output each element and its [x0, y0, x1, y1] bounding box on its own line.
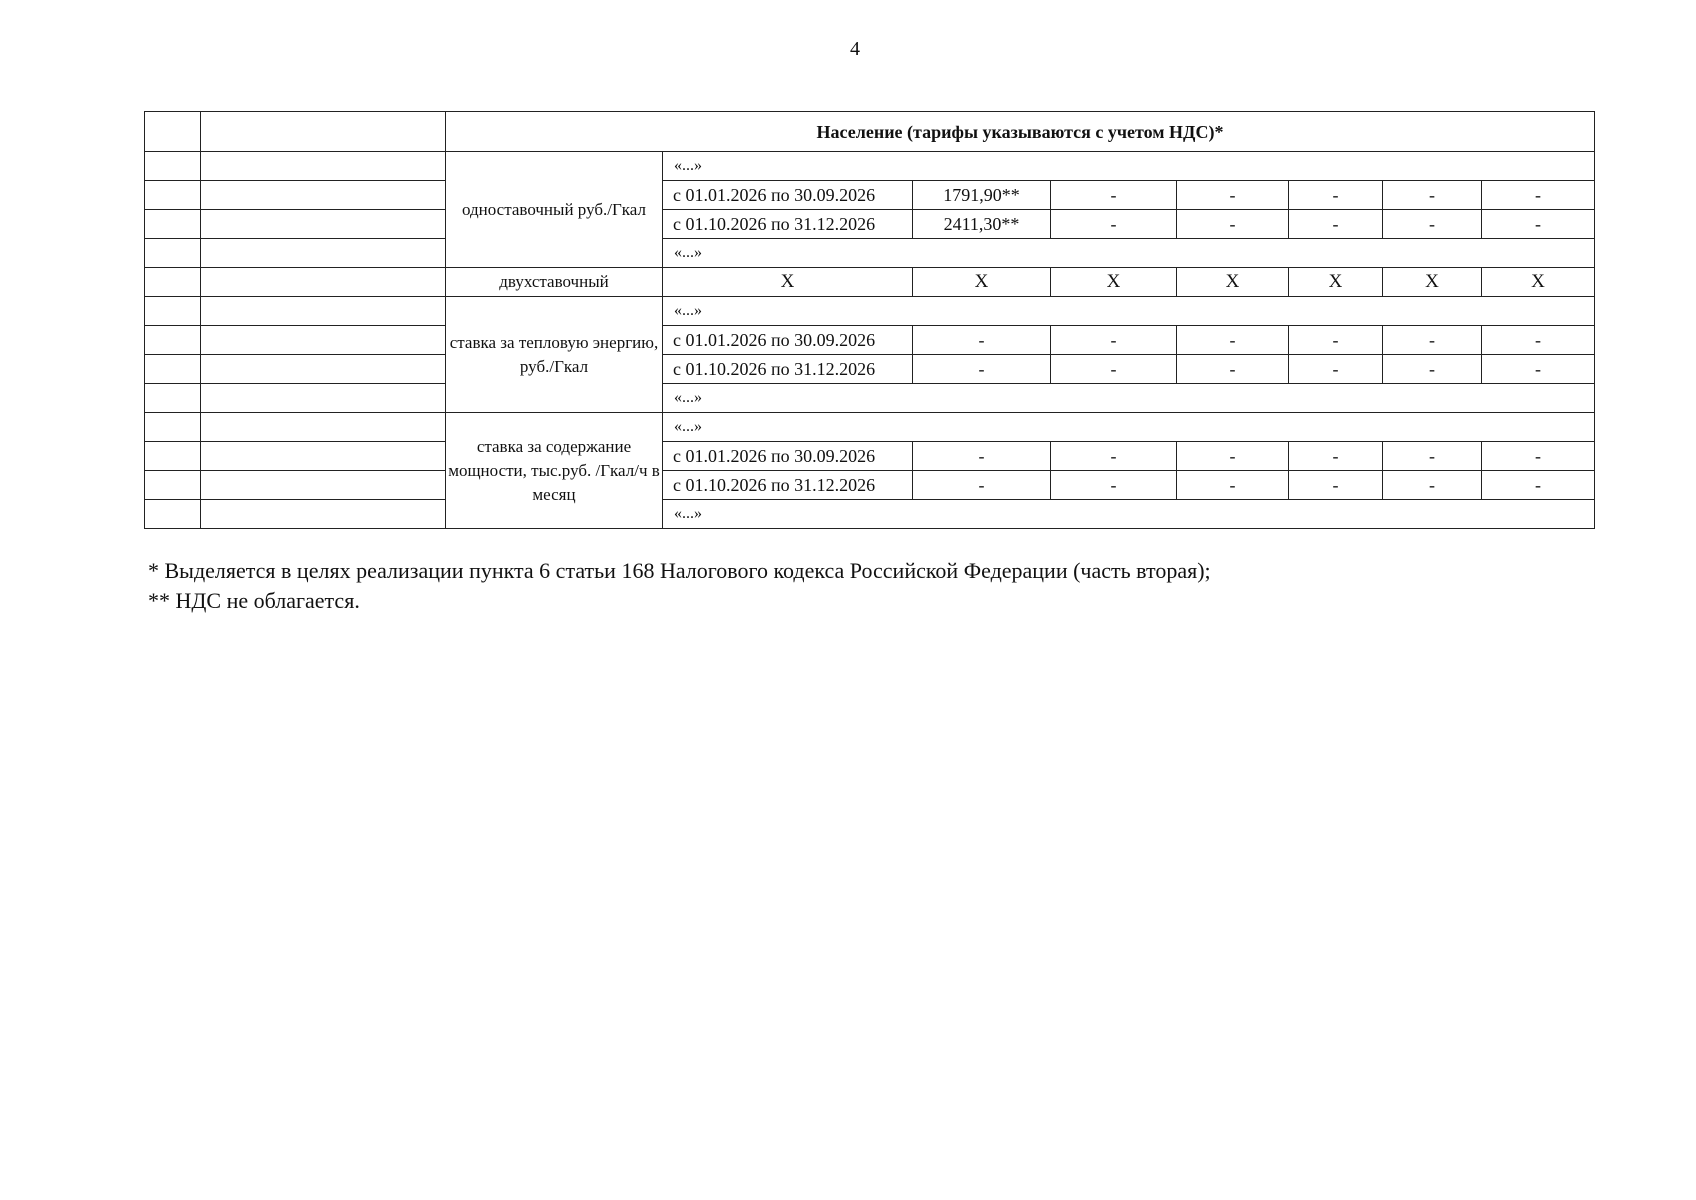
dash-cell: -	[1051, 326, 1177, 355]
table-cell	[145, 152, 201, 181]
table-cell	[145, 181, 201, 210]
table-row	[145, 112, 1595, 152]
page-number: 4	[850, 38, 860, 60]
table-cell	[201, 268, 446, 297]
dash-cell: -	[1482, 210, 1595, 239]
dash-cell: -	[1177, 355, 1289, 384]
dash-cell: -	[1383, 442, 1482, 471]
dash-cell: -	[913, 326, 1051, 355]
table-cell	[145, 384, 201, 413]
dash-cell: -	[913, 442, 1051, 471]
x-cell: Х	[913, 268, 1051, 297]
table-cell	[145, 326, 201, 355]
table-cell	[145, 268, 201, 297]
table-cell	[201, 500, 446, 529]
table-cell	[145, 413, 201, 442]
table-cell	[145, 210, 201, 239]
table-row	[145, 384, 1595, 413]
heat-rate-label: ставка за тепловую энергию, руб./Гкал	[446, 297, 663, 413]
footnote-vat-allocated: * Выделяется в целях реализации пункта 6 статьи 168 Налогового кодекса Российской Федерации (часть вторая);	[148, 558, 1211, 583]
x-cell: Х	[1051, 268, 1177, 297]
period-cell: с 01.01.2026 по 30.09.2026	[663, 326, 913, 355]
dash-cell: -	[1289, 355, 1383, 384]
table-row	[145, 152, 1595, 181]
period-cell: с 01.10.2026 по 31.12.2026	[663, 355, 913, 384]
ellipsis-cell: «...»	[663, 239, 1595, 268]
dash-cell: -	[1051, 181, 1177, 210]
table-cell	[145, 471, 201, 500]
x-cell: Х	[1177, 268, 1289, 297]
two-rate-label: двухставочный	[446, 268, 663, 297]
table-cell	[201, 355, 446, 384]
table-cell	[201, 442, 446, 471]
table-cell	[145, 500, 201, 529]
table-row	[145, 268, 1595, 297]
period-cell: с 01.10.2026 по 31.12.2026	[663, 210, 913, 239]
ellipsis-cell: «...»	[663, 384, 1595, 413]
table-cell	[201, 152, 446, 181]
dash-cell: -	[913, 355, 1051, 384]
dash-cell: -	[1383, 471, 1482, 500]
dash-cell: -	[1177, 326, 1289, 355]
table-row	[145, 442, 1595, 471]
period-cell: с 01.01.2026 по 30.09.2026	[663, 442, 913, 471]
dash-cell: -	[1482, 181, 1595, 210]
table-cell	[201, 112, 446, 152]
table-cell	[201, 384, 446, 413]
ellipsis-cell: «...»	[663, 297, 1595, 326]
table-row	[145, 239, 1595, 268]
table-cell	[201, 239, 446, 268]
period-cell: с 01.01.2026 по 30.09.2026	[663, 181, 913, 210]
dash-cell: -	[1289, 326, 1383, 355]
one-rate-label: одноставочный руб./Гкал	[446, 152, 663, 268]
table-cell	[201, 413, 446, 442]
dash-cell: -	[913, 471, 1051, 500]
dash-cell: -	[1177, 442, 1289, 471]
dash-cell: -	[1383, 181, 1482, 210]
dash-cell: -	[1051, 442, 1177, 471]
table-row	[145, 326, 1595, 355]
table-row	[145, 181, 1595, 210]
period-cell: с 01.10.2026 по 31.12.2026	[663, 471, 913, 500]
table-row	[145, 355, 1595, 384]
dash-cell: -	[1177, 210, 1289, 239]
dash-cell: -	[1051, 210, 1177, 239]
population-header: Население (тарифы указываются с учетом НДС)*	[446, 112, 1595, 152]
ellipsis-cell: «...»	[663, 500, 1595, 529]
ellipsis-cell: «...»	[663, 413, 1595, 442]
dash-cell: -	[1177, 181, 1289, 210]
dash-cell: -	[1482, 442, 1595, 471]
dash-cell: -	[1482, 355, 1595, 384]
dash-cell: -	[1383, 210, 1482, 239]
x-cell: Х	[663, 268, 913, 297]
ellipsis-cell: «...»	[663, 152, 1595, 181]
footnotes	[148, 556, 1211, 616]
dash-cell: -	[1482, 326, 1595, 355]
table-cell	[145, 297, 201, 326]
table-row	[145, 297, 1595, 326]
dash-cell: -	[1482, 471, 1595, 500]
table-cell	[145, 239, 201, 268]
tariff-value: 1791,90**	[913, 181, 1051, 210]
x-cell: Х	[1482, 268, 1595, 297]
table-row	[145, 413, 1595, 442]
dash-cell: -	[1289, 442, 1383, 471]
table-cell	[201, 471, 446, 500]
table-row	[145, 471, 1595, 500]
table-cell	[201, 181, 446, 210]
dash-cell: -	[1177, 471, 1289, 500]
dash-cell: -	[1289, 471, 1383, 500]
table-cell	[145, 112, 201, 152]
dash-cell: -	[1383, 355, 1482, 384]
x-cell: Х	[1383, 268, 1482, 297]
table-cell	[201, 210, 446, 239]
dash-cell: -	[1289, 210, 1383, 239]
table-cell	[145, 442, 201, 471]
x-cell: Х	[1289, 268, 1383, 297]
table-cell	[201, 297, 446, 326]
tariff-table	[144, 111, 1595, 529]
table-cell	[145, 355, 201, 384]
table-row	[145, 500, 1595, 529]
dash-cell: -	[1289, 181, 1383, 210]
footnote-vat-exempt: ** НДС не облагается.	[148, 588, 360, 613]
tariff-value: 2411,30**	[913, 210, 1051, 239]
table-row	[145, 210, 1595, 239]
capacity-rate-label: ставка за содержание мощности, тыс.руб. /Гкал/ч в месяц	[446, 413, 663, 529]
dash-cell: -	[1383, 326, 1482, 355]
dash-cell: -	[1051, 355, 1177, 384]
table-cell	[201, 326, 446, 355]
dash-cell: -	[1051, 471, 1177, 500]
